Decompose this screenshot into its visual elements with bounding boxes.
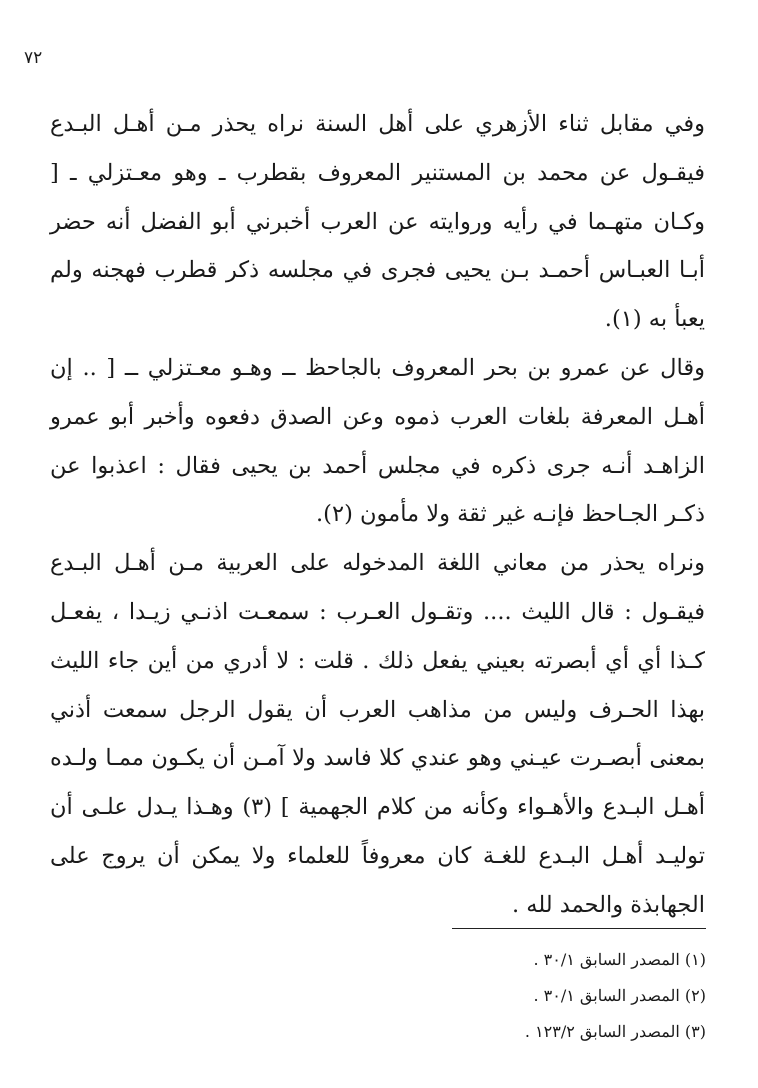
- footnotes: [300, 942, 706, 1050]
- footnote-2: (٢) المصدر السابق ٣٠/١ .: [533, 986, 706, 1005]
- footnote-1: (١) المصدر السابق ٣٠/١ .: [533, 950, 706, 969]
- paragraph-jahiz: وقال عن عمرو بن بحر المعروف بالجاحظ ــ وهـو معـتزلي ــ [ .. إن أهـل المعرفة بلغات العرب ذموه وعن الصدق دفعوه وأخبر أبو عمرو الزاهـد أنـه جرى ذكره في مجلس أحمد بن يحيى فقال : اعذبوا عن ذكـر الجـاحظ فإنـه غير ثقة ولا مأمون (٢).: [50, 354, 705, 528]
- paragraph-layth: ونراه يحذر من معاني اللغة المدخوله على العربية مـن أهـل البـدع فيقـول : قال الليث .... وتقـول العـرب : سمعـت اذنـي زيـدا ، يفعـل كـذا أي أي أبصرته بعيني يفعل ذلك . قلت : لا أدري من أين جاء الليث بهذا الحـرف وليس من مذاهب العرب أن يقول الرجل سمعت أذني بمعنى أبصـرت عيـني وهو عندي كلا فاسد ولا آمـن أن يكـون ممـا ولـده أهـل البـدع والأهـواء وكأنه من كلام الجهمية ] (٣) وهـذا يـدل علـى أن توليـد أهـل البـدع للغـة كان معروفاً للعلماء ولا يمكن أن يروج على الجهابذة والحمد لله .: [50, 550, 705, 918]
- page-number: ٧٢: [24, 48, 43, 68]
- body-text: [50, 100, 705, 930]
- paragraph-qutrub: وفي مقابل ثناء الأزهري على أهل السنة نراه يحذر مـن أهـل البـدع فيقـول عن محمد بن المستنير المعروف بقطرب ـ وهو معـتزلي ـ [ وكـان متهـما في رأيه وروايته عن العرب أخبرني أبو الفضل أنه حضر أبـا العبـاس أحمـد بـن يحيى فجرى في مجلسه ذكر قطرب فهجنه ولم يعبأ به (١).: [50, 111, 705, 333]
- footnote-3: (٣) المصدر السابق ١٢٣/٢ .: [524, 1022, 706, 1041]
- footnote-divider: [452, 928, 706, 929]
